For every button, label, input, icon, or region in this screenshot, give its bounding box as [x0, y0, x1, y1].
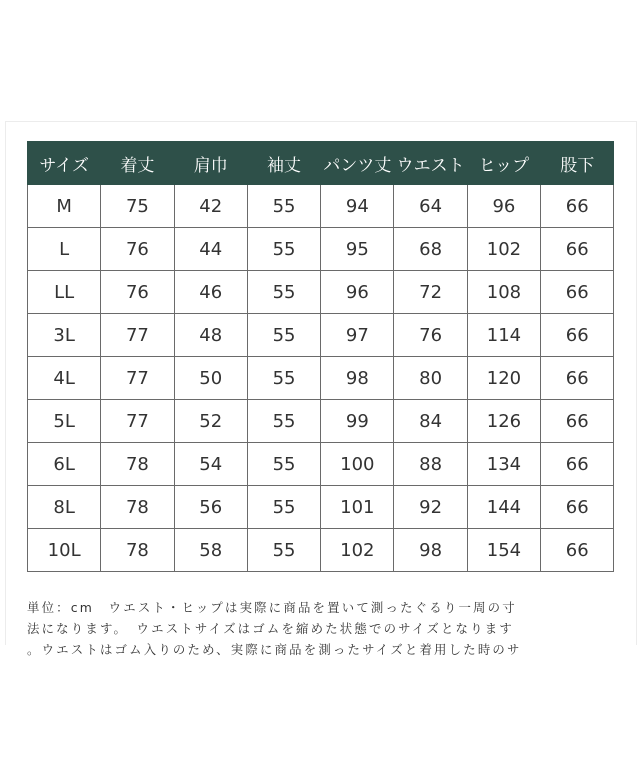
table-cell: 126 [467, 400, 540, 443]
table-row [28, 185, 614, 228]
table-cell: 54 [174, 443, 247, 486]
note-line: 単位：cm ウエスト・ヒップは実際に商品を置いて測ったぐるり一周の寸 [27, 600, 517, 615]
table-cell: 66 [541, 529, 614, 572]
table-cell: 75 [101, 185, 174, 228]
table-row [28, 400, 614, 443]
table-row [28, 443, 614, 486]
note-line: 。ウエストはゴム入りのため、実際に商品を測ったサイズと着用した時のサ [27, 642, 522, 657]
table-cell: 120 [467, 357, 540, 400]
table-row [28, 314, 614, 357]
table-cell: 134 [467, 443, 540, 486]
header-body-length: 着丈 [101, 142, 174, 185]
table-cell: 58 [174, 529, 247, 572]
size-note [27, 597, 619, 660]
table-cell: 114 [467, 314, 540, 357]
header-waist: ウエスト [394, 142, 467, 185]
table-cell: 97 [321, 314, 394, 357]
table-cell: 72 [394, 271, 467, 314]
table-cell: 78 [101, 486, 174, 529]
header-inseam: 股下 [541, 142, 614, 185]
size-table [27, 141, 614, 572]
note-line: 法になります。 ウエストサイズはゴムを縮めた状態でのサイズとなります [27, 621, 514, 636]
table-cell: 88 [394, 443, 467, 486]
table-cell: 94 [321, 185, 394, 228]
table-cell: 92 [394, 486, 467, 529]
header-sleeve-length: 袖丈 [247, 142, 320, 185]
table-body [28, 185, 614, 572]
table-cell: 55 [247, 314, 320, 357]
header-pants-length: パンツ丈 [321, 142, 394, 185]
size-label-cell: 6L [28, 443, 101, 486]
size-label-cell: M [28, 185, 101, 228]
header-shoulder-width: 肩巾 [174, 142, 247, 185]
table-cell: 78 [101, 443, 174, 486]
table-cell: 77 [101, 314, 174, 357]
size-label-cell: LL [28, 271, 101, 314]
table-cell: 80 [394, 357, 467, 400]
table-cell: 95 [321, 228, 394, 271]
table-row [28, 486, 614, 529]
table-cell: 50 [174, 357, 247, 400]
table-cell: 56 [174, 486, 247, 529]
table-cell: 55 [247, 443, 320, 486]
table-cell: 66 [541, 486, 614, 529]
size-label-cell: 5L [28, 400, 101, 443]
size-label-cell: 3L [28, 314, 101, 357]
size-label-cell: 4L [28, 357, 101, 400]
table-cell: 96 [321, 271, 394, 314]
table-cell: 52 [174, 400, 247, 443]
table-cell: 98 [394, 529, 467, 572]
table-cell: 77 [101, 357, 174, 400]
table-cell: 66 [541, 314, 614, 357]
table-cell: 55 [247, 529, 320, 572]
table-cell: 154 [467, 529, 540, 572]
table-cell: 55 [247, 228, 320, 271]
table-cell: 100 [321, 443, 394, 486]
table-cell: 64 [394, 185, 467, 228]
table-row [28, 271, 614, 314]
table-cell: 76 [394, 314, 467, 357]
table-cell: 55 [247, 400, 320, 443]
table-cell: 55 [247, 357, 320, 400]
size-label-cell: L [28, 228, 101, 271]
header-size: サイズ [28, 142, 101, 185]
table-cell: 102 [467, 228, 540, 271]
table-cell: 42 [174, 185, 247, 228]
table-cell: 99 [321, 400, 394, 443]
table-cell: 44 [174, 228, 247, 271]
header-hip: ヒップ [467, 142, 540, 185]
table-row [28, 529, 614, 572]
table-cell: 76 [101, 228, 174, 271]
table-row [28, 357, 614, 400]
table-cell: 77 [101, 400, 174, 443]
table-cell: 66 [541, 185, 614, 228]
table-header-row [28, 142, 614, 185]
size-label-cell: 8L [28, 486, 101, 529]
table-cell: 108 [467, 271, 540, 314]
size-label-cell: 10L [28, 529, 101, 572]
table-cell: 76 [101, 271, 174, 314]
table-cell: 98 [321, 357, 394, 400]
table-cell: 55 [247, 271, 320, 314]
table-cell: 66 [541, 357, 614, 400]
table-cell: 78 [101, 529, 174, 572]
table-cell: 68 [394, 228, 467, 271]
table-cell: 66 [541, 400, 614, 443]
table-cell: 55 [247, 185, 320, 228]
table-cell: 102 [321, 529, 394, 572]
table-cell: 66 [541, 271, 614, 314]
table-cell: 96 [467, 185, 540, 228]
table-row [28, 228, 614, 271]
size-chart-panel [5, 121, 637, 657]
table-cell: 101 [321, 486, 394, 529]
table-cell: 48 [174, 314, 247, 357]
table-cell: 84 [394, 400, 467, 443]
table-cell: 55 [247, 486, 320, 529]
table-cell: 144 [467, 486, 540, 529]
table-cell: 46 [174, 271, 247, 314]
table-cell: 66 [541, 228, 614, 271]
table-cell: 66 [541, 443, 614, 486]
